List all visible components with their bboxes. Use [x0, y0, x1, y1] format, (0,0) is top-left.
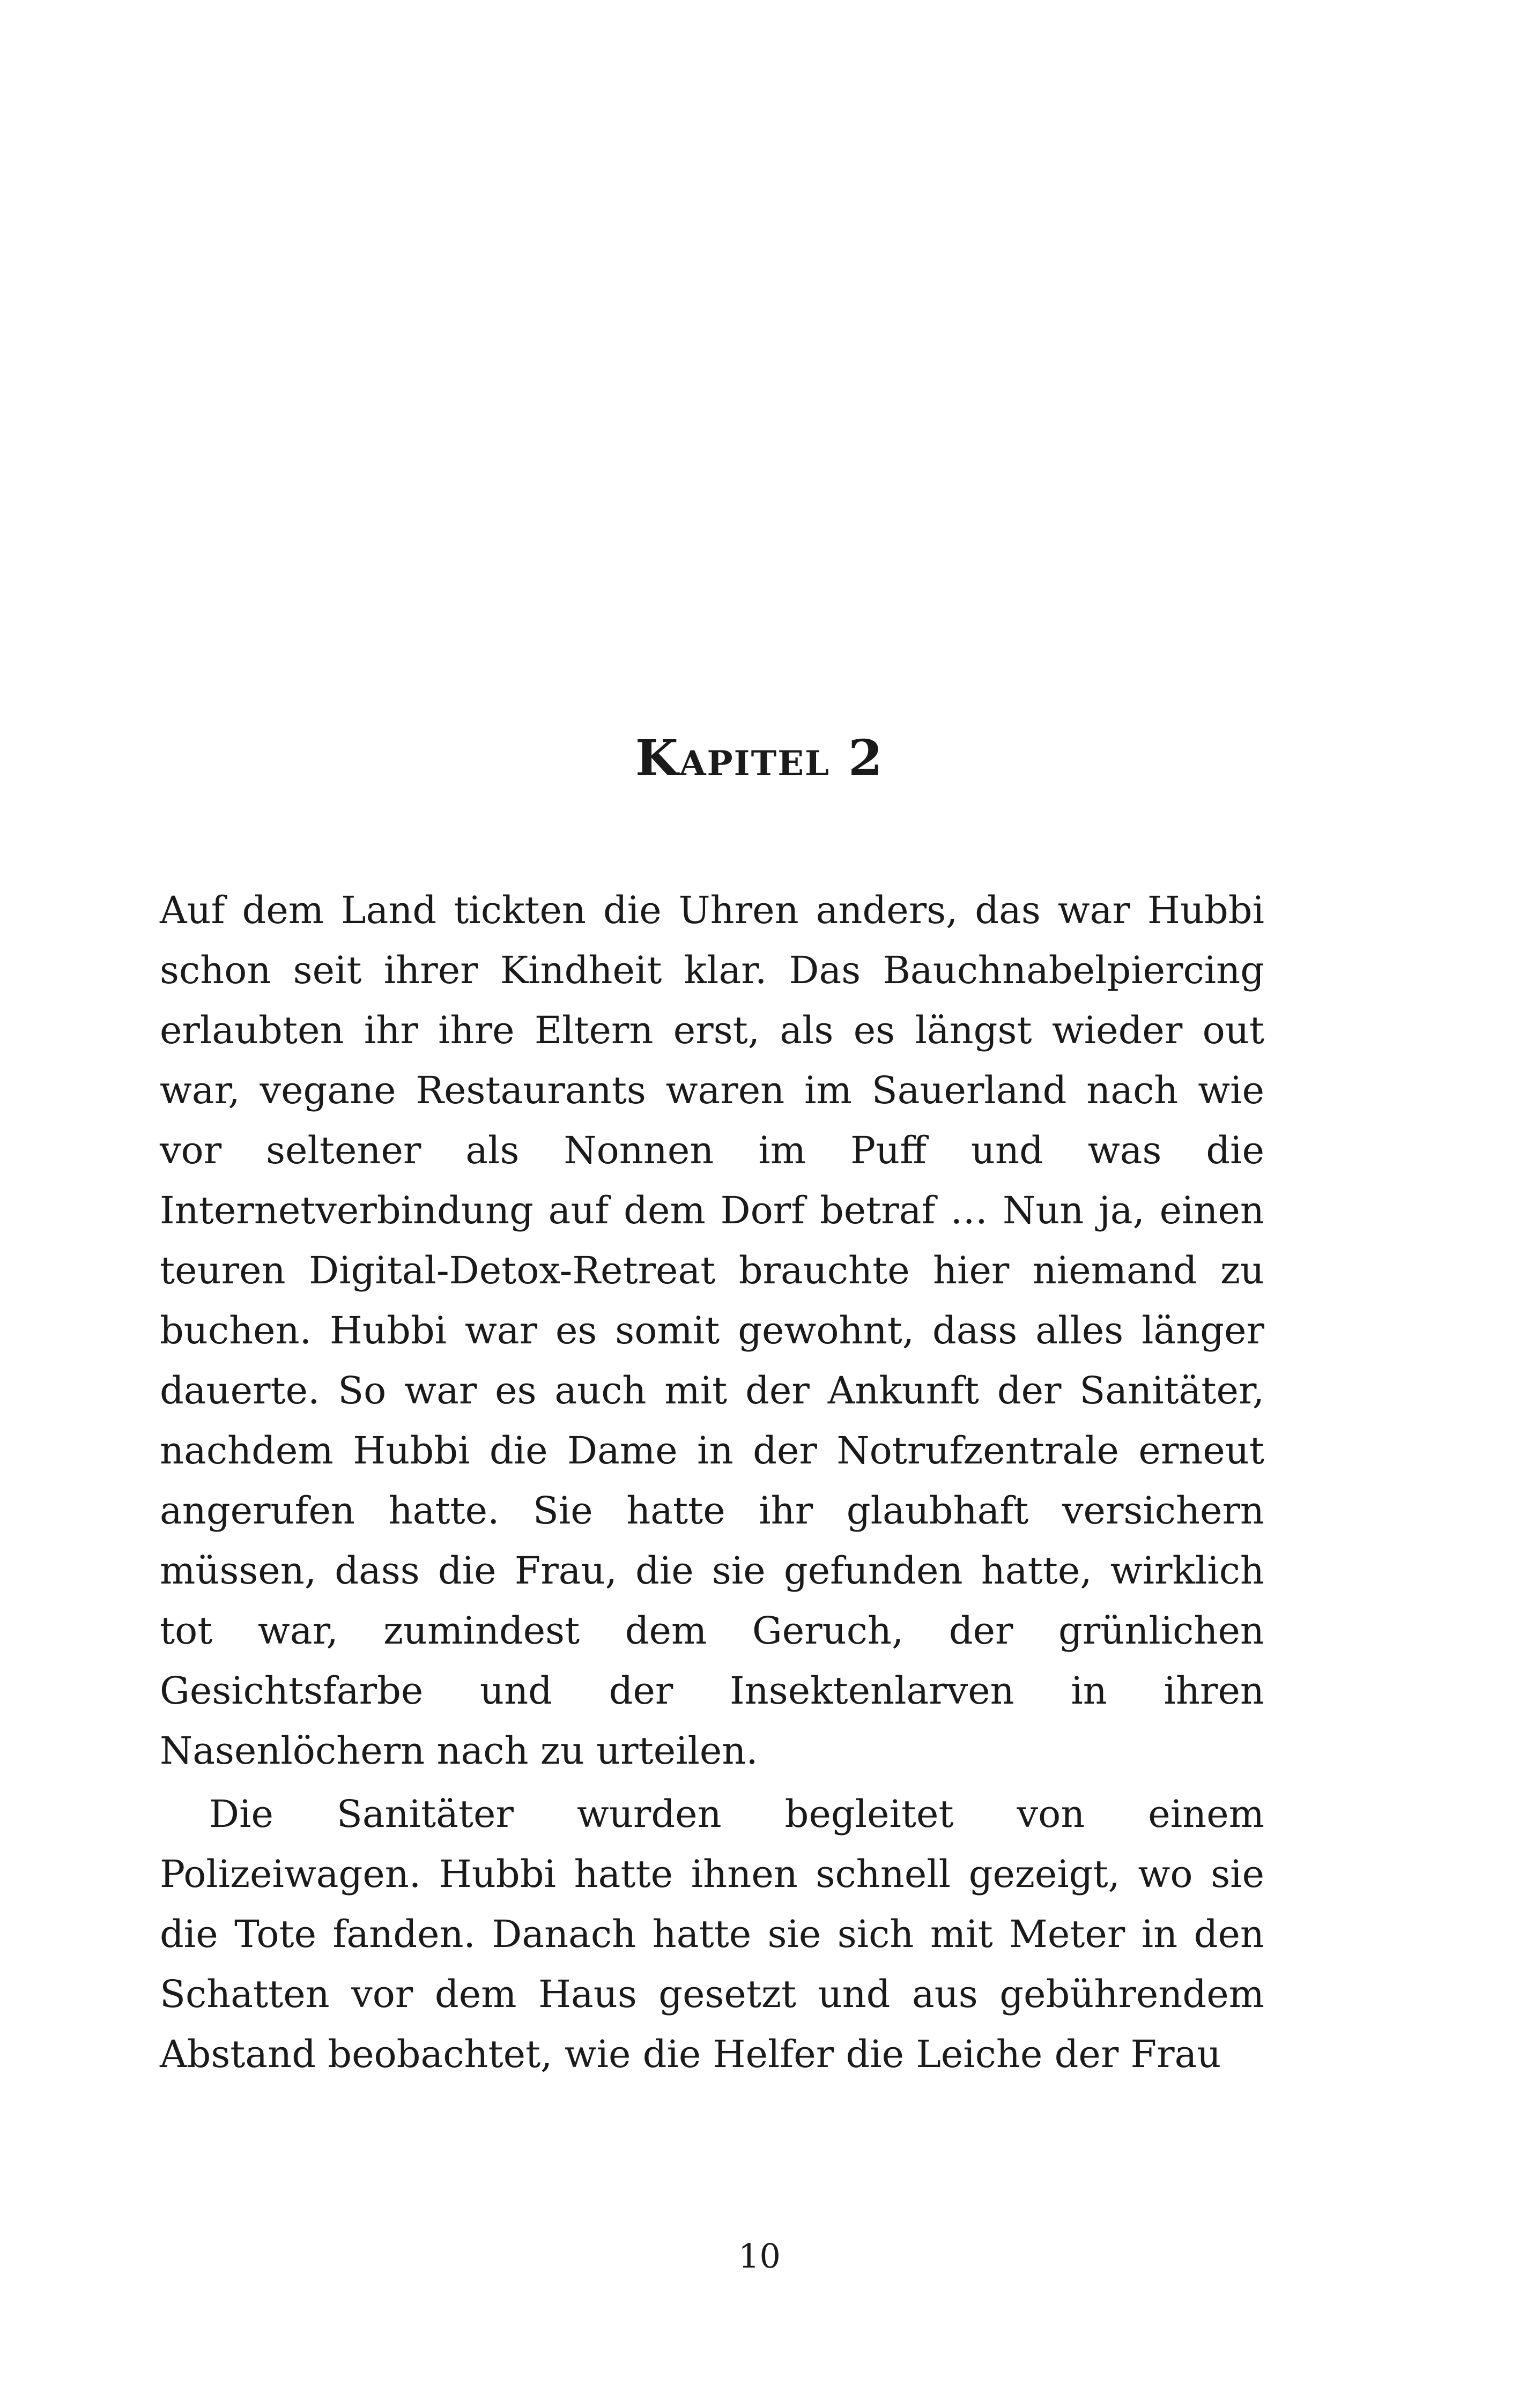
page-number: 10: [738, 2236, 781, 2276]
paragraph-2: Die Sanitäter wurden begleitet von einem Polizeiwagen. Hubbi hatte ihnen schnell gezeigt, wo sie die Tote fanden. Danach hatte sie sich mit Meter in den Schatten vor dem Haus gesetzt und aus gebührendem Abstand beobachtet, wie die Helfer die Leiche der Frau: [160, 1792, 1264, 2076]
paragraph-1: Auf dem Land tickten die Uhren anders, das war Hubbi schon seit ihrer Kindheit klar. Das Bauchnabelpiercing erlaubten ihr ihre Eltern erst, als es längst wieder out war, vegane Restaurants waren im Sauerland nach wie vor seltener als Nonnen im Puff und was die Internetverbindung auf dem Dorf betraf … Nun ja, einen teuren Digital-Detox-Retreat brauchte hier niemand zu buchen. Hubbi war es somit gewohnt, dass alles länger dauerte. So war es auch mit der Ankunft der Sanitäter, nachdem Hubbi die Dame in der Notrufzentrale erneut angerufen hatte. Sie hatte ihr glaubhaft versichern müssen, dass die Frau, die sie gefunden hatte, wirklich tot war, zumindest dem Geruch, der grünlichen Gesichtsfarbe und der Insektenlarven in ihren Nasenlöchern nach zu urteilen.: [160, 888, 1264, 1773]
chapter-title: Kapitel 2: [635, 729, 884, 787]
chapter-body: [160, 880, 1264, 2084]
